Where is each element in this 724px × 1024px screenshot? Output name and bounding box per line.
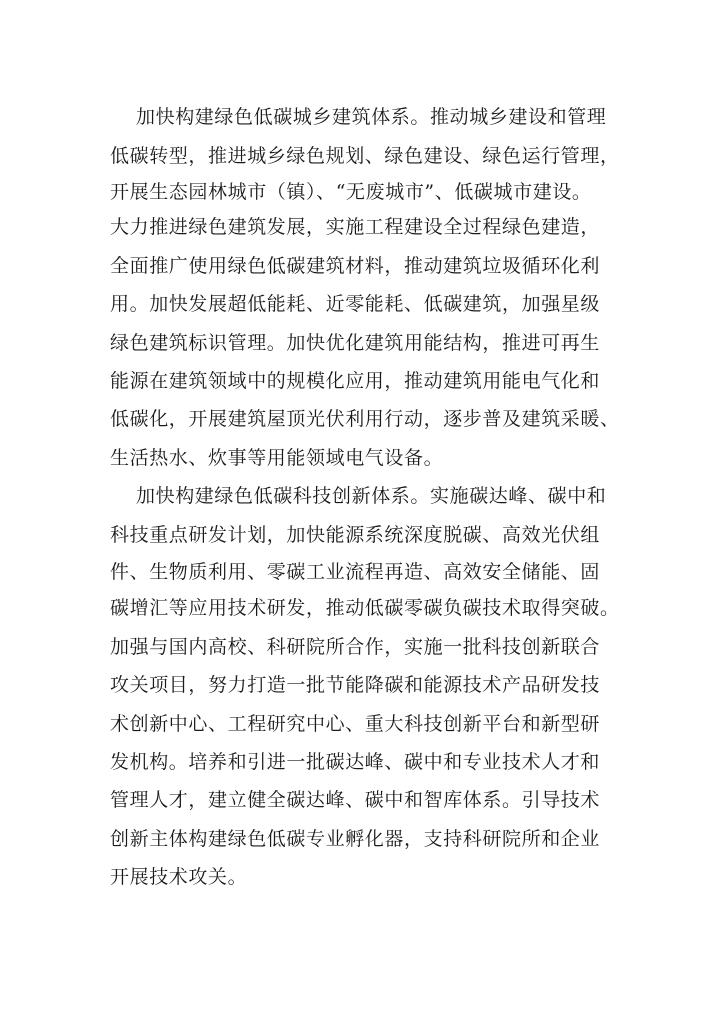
text-line: 全面推广使用绿色低碳建筑材料，推动建筑垃圾循环化利 (110, 255, 601, 277)
text-line: 碳增汇等应用技术研发，推动低碳零碳负碳技术取得突破。 (110, 597, 620, 619)
text-line: 低碳转型，推进城乡绿色规划、绿色建设、绿色运行管理， (110, 145, 620, 167)
text-line: 大力推进绿色建筑发展，实施工程建设全过程绿色建造， (110, 216, 601, 238)
text-line: 管理人才，建立健全碳达峰、碳中和智库体系。引导技术 (110, 789, 601, 811)
text-line: 低碳化，开展建筑屋顶光伏利用行动，逐步普及建筑采暖、 (110, 408, 620, 430)
text-line: 开展生态园林城市（镇）、“无废城市”、低碳城市建设。 (110, 181, 592, 203)
text-line: 开展技术攻关。 (110, 866, 248, 888)
text-line: 件、生物质利用、零碳工业流程再造、高效安全储能、固 (110, 561, 601, 583)
text-line: 加快构建绿色低碳城乡建筑体系。推动城乡建设和管理 (136, 106, 607, 128)
text-line: 加强与国内高校、科研院所合作，实施一批科技创新联合 (110, 636, 601, 658)
text-line: 加快构建绿色低碳科技创新体系。实施碳达峰、碳中和 (136, 485, 607, 507)
text-line: 生活热水、炊事等用能领域电气设备。 (110, 447, 444, 469)
text-line: 攻关项目，努力打造一批节能降碳和能源技术产品研发技 (110, 674, 601, 696)
text-line: 绿色建筑标识管理。加快优化建筑用能结构，推进可再生 (110, 332, 601, 354)
text-line: 创新主体构建绿色低碳专业孵化器，支持科研院所和企业 (110, 828, 601, 850)
text-line: 能源在建筑领域中的规模化应用，推动建筑用能电气化和 (110, 370, 601, 392)
text-line: 科技重点研发计划，加快能源系统深度脱碳、高效光伏组 (110, 524, 601, 546)
text-line: 用。加快发展超低能耗、近零能耗、低碳建筑，加强星级 (110, 293, 601, 315)
text-line: 术创新中心、工程研究中心、重大科技创新平台和新型研 (110, 713, 601, 735)
text-line: 发机构。培养和引进一批碳达峰、碳中和专业技术人才和 (110, 751, 601, 773)
